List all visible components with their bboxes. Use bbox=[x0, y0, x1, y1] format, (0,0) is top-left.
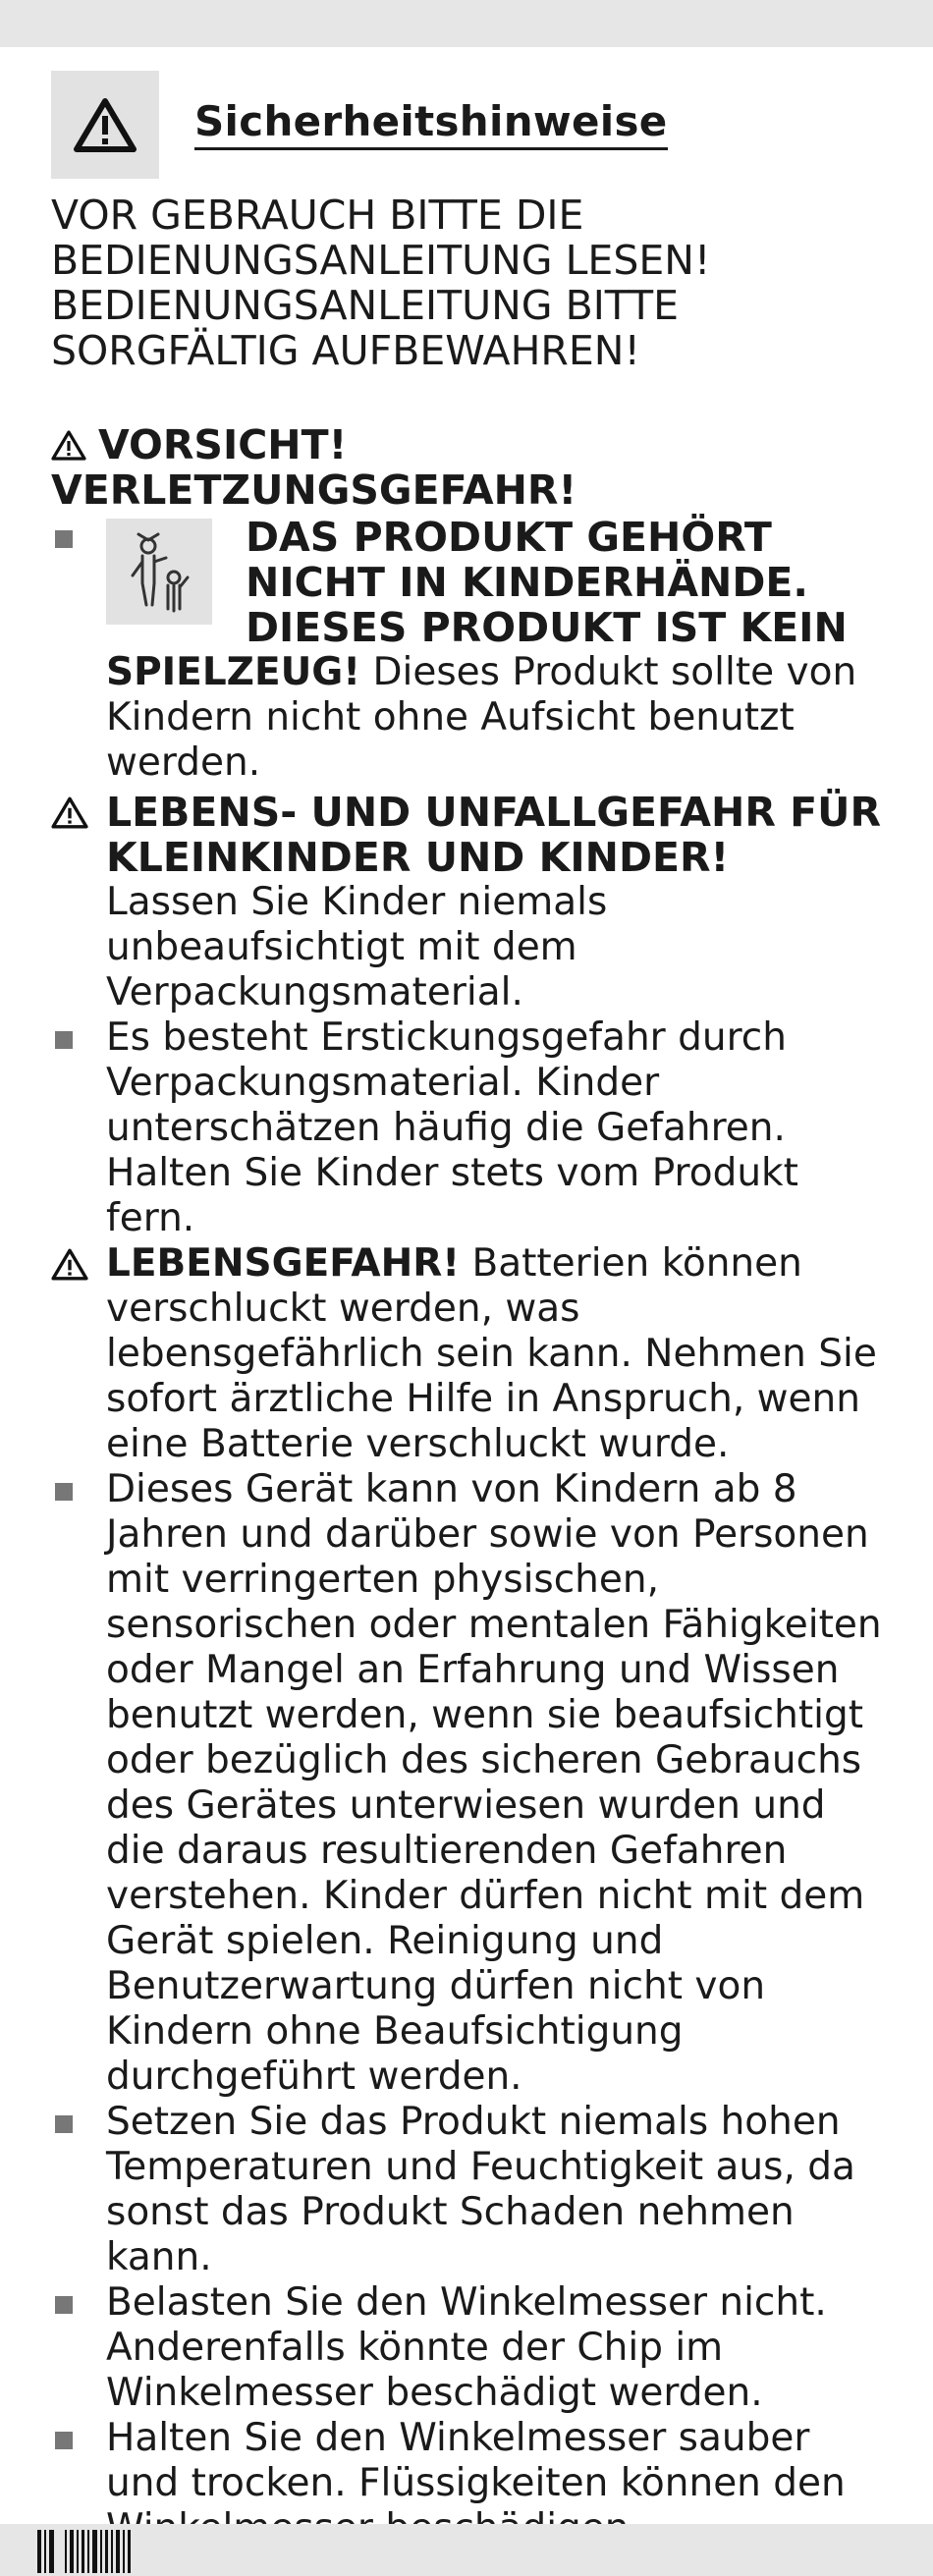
list-item-danger-packaging bbox=[51, 790, 886, 1015]
list-item-device-use bbox=[51, 1467, 886, 2100]
list-item-load bbox=[51, 2280, 886, 2416]
list-item-suffocation bbox=[51, 1015, 886, 1241]
square-bullet-icon bbox=[55, 1483, 73, 1501]
warning-triangle-icon bbox=[51, 71, 159, 179]
section-title: Sicherheitshinweise bbox=[194, 99, 668, 149]
children-bold-line: DIESES PRODUKT IST KEIN bbox=[246, 604, 848, 651]
intro-line: BEDIENUNGSANLEITUNG BITTE bbox=[51, 282, 680, 329]
caution-heading bbox=[51, 422, 886, 513]
load-text: Belasten Sie den Winkelmesser nicht. Anderenfalls könnte der Chip im Winkelmesser beschädigt werden. bbox=[106, 2280, 827, 2415]
intro-line: VOR GEBRAUCH BITTE DIE bbox=[51, 192, 584, 239]
danger-text: Lassen Sie Kinder niemals unbeaufsichtigt mit dem Verpackungsmaterial. bbox=[106, 880, 608, 1014]
square-bullet-icon bbox=[55, 1031, 73, 1049]
square-bullet-icon bbox=[55, 530, 73, 548]
suffocation-text: Es besteht Erstickungsgefahr durch Verpackungsmaterial. Kinder unterschätzen häufig die Gefahren. Halten Sie Kinder stets vom Produkt fern. bbox=[106, 1015, 798, 1240]
bottom-margin-band bbox=[0, 2524, 933, 2576]
top-margin-band bbox=[0, 0, 933, 47]
temperature-text: Setzen Sie das Produkt niemals hohen Temperaturen und Feuchtigkeit aus, da sonst das Produkt Schaden nehmen kann. bbox=[106, 2100, 855, 2279]
warning-triangle-icon bbox=[51, 1247, 88, 1281]
intro-line: SORGFÄLTIG AUFBEWAHREN! bbox=[51, 327, 640, 374]
intro-notice bbox=[51, 192, 886, 373]
battery-warning bbox=[106, 1241, 886, 1467]
injury-label: VERLETZUNGSGEFAHR! bbox=[51, 466, 577, 514]
children-text: Dieses Produkt sollte von Kindern nicht ohne Aufsicht benutzt werden. bbox=[106, 650, 857, 785]
children-warning-bold bbox=[246, 515, 848, 650]
list-item-temperature bbox=[51, 2100, 886, 2280]
child-hand-icon bbox=[106, 519, 212, 625]
barcode bbox=[37, 2530, 131, 2573]
danger-heading: LEBENS- UND UNFALLGEFAHR FÜR KLEINKINDER UND KINDER! bbox=[106, 789, 882, 881]
warning-triangle-icon bbox=[51, 795, 88, 829]
toy-label: SPIELZEUG! bbox=[106, 650, 361, 694]
safety-section bbox=[51, 71, 886, 2551]
list-item-children bbox=[51, 515, 886, 786]
section-header bbox=[51, 71, 886, 179]
caution-label: VORSICHT! bbox=[98, 421, 348, 468]
battery-text: Batterien können verschluckt werden, was lebensgefährlich sein kann. Nehmen Sie sofort ärztliche Hilfe in Anspruch, wenn eine Batterie verschluckt wurde. bbox=[106, 1241, 877, 1466]
list-item-danger-battery bbox=[51, 1241, 886, 1467]
children-bold-line: DAS PRODUKT GEHÖRT bbox=[246, 514, 772, 561]
intro-line: BEDIENUNGSANLEITUNG LESEN! bbox=[51, 237, 711, 284]
children-bold-line: NICHT IN KINDERHÄNDE. bbox=[246, 559, 808, 606]
square-bullet-icon bbox=[55, 2432, 73, 2449]
square-bullet-icon bbox=[55, 2115, 73, 2133]
warning-triangle-icon bbox=[51, 429, 86, 461]
device-use-text: Dieses Gerät kann von Kindern ab 8 Jahren und darüber sowie von Personen mit verringerten physischen, sensorischen oder mentalen Fähigkeiten oder Mangel an Erfahrung und Wissen benutzt werden, wenn sie beaufsichtigt oder bezüglich des sicheren Gebrauchs des Gerätes unterwiesen wurden und die daraus resultierenden Gefahren verstehen. Kinder dürfen nicht mit dem Gerät spielen. Reinigung und Benutzerwartung dürfen nicht von Kindern ohne Beaufsichtigung durchgeführt werden. bbox=[106, 1467, 882, 2099]
children-warning-text bbox=[106, 650, 886, 786]
clean-text: Halten Sie den Winkelmesser sauber und trocken. Flüssigkeiten können den bbox=[106, 2416, 846, 2505]
danger-label: LEBENSGEFAHR! bbox=[106, 1241, 461, 1286]
square-bullet-icon bbox=[55, 2296, 73, 2314]
